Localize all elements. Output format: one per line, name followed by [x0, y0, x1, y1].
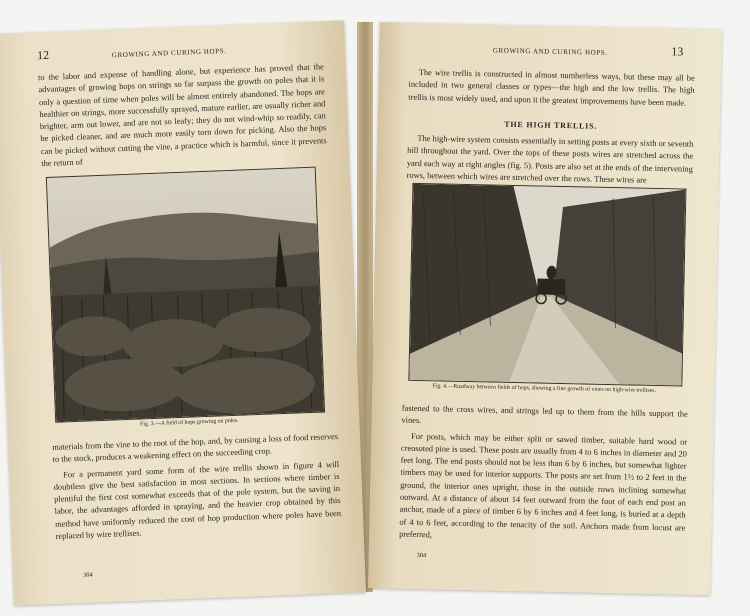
right-text-top: [408, 67, 695, 113]
left-text-top: [38, 61, 328, 173]
right-paragraph-4: For posts, which may be either split or sawed timber, suitable hard wood or creosoted pine is used. These posts are usually from 4 to 6 inches in diameter and 20 feet long. The end posts should not be less than 6 by 6 inches, but somewhat lighter timbers may be used for interior supports. The posts are set from 1½ to 2 feet in the ground, the interior ones upright, those in the outside rows inclining somewhat outward. At a distance of about 14 feet outward from the foot of each end post an anchor, made of a piece of timber 6 by 6 inches and 4 feet long, is buried at a depth of 4 to 6 feet, according to the tenacity of the soil. Anchors made from locust are preferred,: [399, 431, 688, 540]
right-text-bottom: [399, 403, 688, 550]
right-running-head: GROWING AND CURING HOPS.: [492, 46, 608, 57]
hop-roadway-image: [409, 184, 685, 386]
right-footer-number: 304: [416, 552, 427, 560]
right-page-number: 13: [671, 44, 684, 59]
right-paragraph-2: The high-wire system consists essentially in setting posts at every sixth or seventh hill throughout the yard. Over the tops of these posts wires are stretched across the yard each way at right angles (fig. 5). Posts are also set at the ends of the intervening rows, between which wires are stretched over the rows. These wires are: [406, 133, 694, 185]
figure-4-caption: Fig. 4.—Roadway between fields of hops, showing a fine growth of vines on high-wire trellises.: [432, 383, 656, 394]
section-heading: THE HIGH TRELLIS.: [504, 119, 598, 131]
right-paragraph-1: The wire trellis is constructed in almost numberless ways, but these may all be included in two general classes or types—the high and the low trellis. The high trellis is most widely used, and upon it the greatest improvements have been made.: [408, 67, 695, 108]
right-page: [368, 22, 722, 595]
right-paragraph-3: fastened to the cross wires, and strings led up to them from the hills support the vines.: [401, 403, 688, 426]
figure-4-photo: [408, 183, 686, 387]
figure-3-caption: Fig. 3.—A field of hops growing on poles.: [140, 417, 239, 428]
left-footer-number: 304: [83, 571, 93, 579]
left-paragraph-2: materials from the vine to the root of the hop, and, by causing a loss of food reserves to the stock, produces a weakening effect on the succeeding crop.: [52, 431, 339, 465]
left-page-number: 12: [36, 47, 50, 63]
hop-field-poles-image: [47, 168, 324, 422]
left-page: [0, 20, 366, 605]
left-paragraph-3: For a permanent yard some form of the wire trellis shown in figure 4 will doubtless give the best satisfaction in most sections. In sections where timber is plentiful the first cost somewhat exceeds that of the pole system, but the saving in labor, the advantages afforded in spraying, and the heavier crop obtained by this method have uniformly reduced the cost of hop production where poles have been replaced by wire trellises.: [53, 459, 342, 541]
left-paragraph-1: to the labor and expense of handling alone, but experience has proved that the advantages of growing hops on strings so far surpass the growth on poles that it is only a question of time when poles will be almost entirely abandoned. The hops are healthier on strings, more successfully sprayed, mature earlier, are usually richer and brighter, arm out lower, and are not so leafy; they do not wind-whip so readily, can be picked cleaner, and are much more easily torn down for picking. Also the hops can be picked without cutting the vine, a practice which is harmful, since it prevents the return of: [37, 62, 327, 169]
figure-3-photo: [46, 167, 325, 423]
left-text-bottom: [52, 431, 342, 546]
left-running-head: GROWING AND CURING HOPS.: [111, 46, 227, 60]
right-text-middle: [406, 133, 693, 191]
